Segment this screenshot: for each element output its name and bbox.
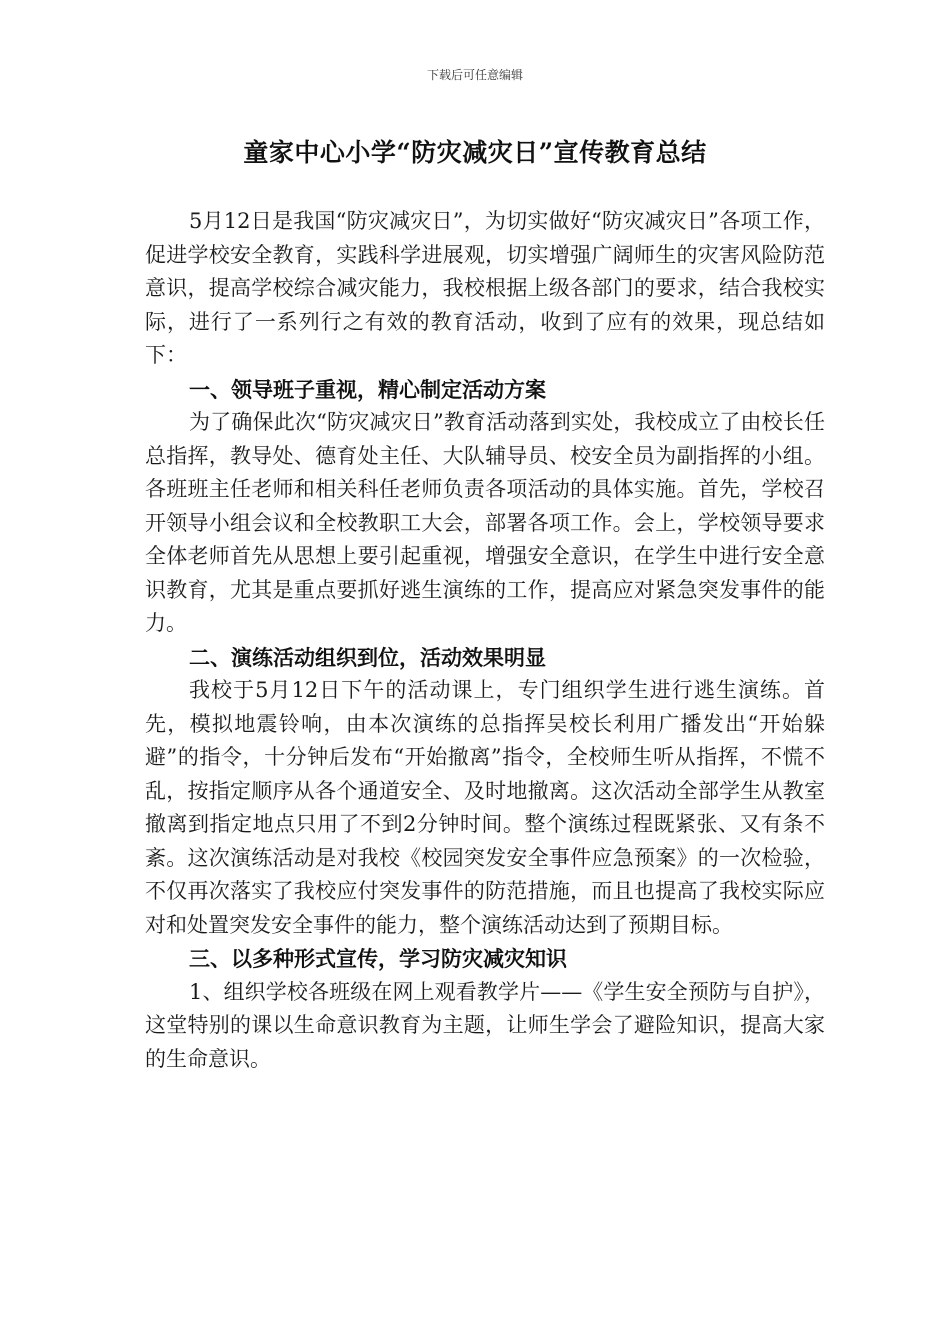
section-paragraph-3: 1、组织学校各班级在网上观看教学片——《学生安全预防与自护》，这堂特别的课以生命意识教育为主题，让师生学会了避险知识，提高大家的生命意识。: [145, 979, 825, 1071]
section-paragraph-1: 为了确保此次“防灾减灾日”教育活动落到实处，我校成立了由校长任总指挥，教导处、德育处主任、大队辅导员、校安全员为副指挥的小组。各班班主任老师和相关科任老师负责各项活动的具体实施。首先，学校召开领导小组会议和全校教职工大会，部署各项工作。会上，学校领导要求全体老师首先从思想上要引起重视，增强安全意识，在学生中进行安全意识教育，尤其是重点要抓好逃生演练的工作，提高应对紧急突发事件的能力。: [145, 410, 825, 635]
document-body: [145, 205, 825, 1076]
section-heading-1: 一、领导班子重视，精心制定活动方案: [189, 376, 546, 402]
section-heading-2: 二、演练活动组织到位，活动效果明显: [189, 644, 546, 670]
header-note: 下载后可任意编辑: [426, 68, 523, 82]
section-heading-3: 三、以多种形式宣传，学习防灾减灾知识: [189, 946, 567, 971]
document-title: 童家中心小学“防灾减灾日”宣传教育总结: [243, 138, 707, 167]
intro-paragraph: 5月12日是我国“防灾减灾日”，为切实做好“防灾减灾日”各项工作，促进学校安全教育，实践科学进展观，切实增强广阔师生的灾害风险防范意识，提高学校综合减灾能力，我校根据上级各部门的要求，结合我校实际，进行了一系列行之有效的教育活动，收到了应有的效果，现总结如下：: [145, 209, 825, 367]
section-paragraph-2: 我校于5月12日下午的活动课上，专门组织学生进行逃生演练。首先，模拟地震铃响，由本次演练的总指挥吴校长利用广播发出“开始躲避”的指令，十分钟后发布“开始撤离”指令，全校师生听从指挥，不慌不乱，按指定顺序从各个通道安全、及时地撤离。这次活动全部学生从教室撤离到指定地点只用了不到2分钟时间。整个演练过程既紧张、又有条不紊。这次演练活动是对我校《校园突发安全事件应急预案》的一次检验，不仅再次落实了我校应付突发事件的防范措施，而且也提高了我校实际应对和处置突发安全事件的能力，整个演练活动达到了预期目标。: [145, 678, 825, 937]
